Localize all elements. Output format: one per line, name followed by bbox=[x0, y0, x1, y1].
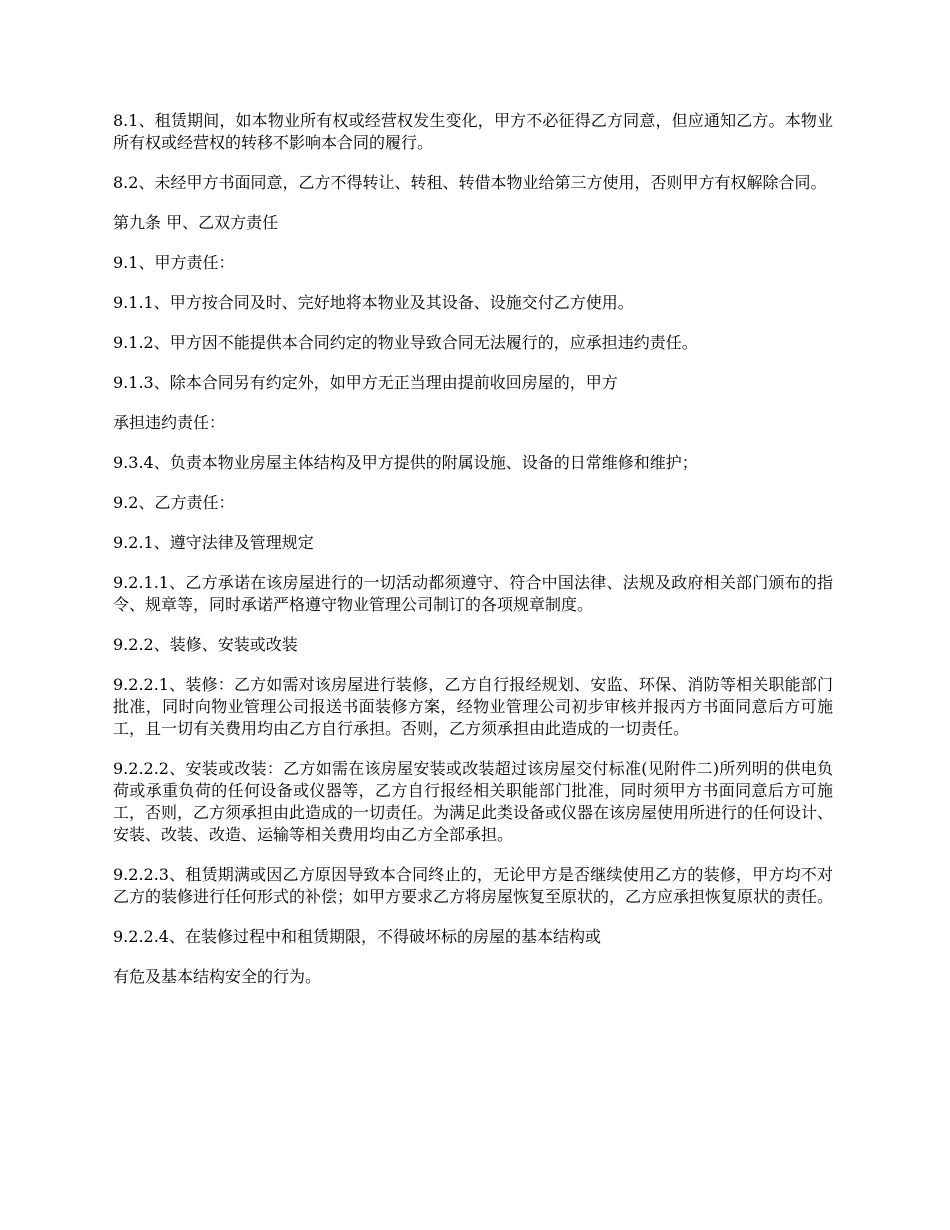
clause-8-1: 8.1、租赁期间，如本物业所有权或经营权发生变化，甲方不必征得乙方同意，但应通知乙方。本物业所有权或经营权的转移不影响本合同的履行。 bbox=[113, 111, 833, 152]
article-9-heading: 第九条 甲、乙双方责任 bbox=[113, 213, 279, 232]
clause-9-2: 9.2、乙方责任： bbox=[113, 493, 235, 512]
clause-9-3-4: 9.3.4、负责本物业房屋主体结构及甲方提供的附属设施、设备的日常维修和维护； bbox=[113, 453, 698, 472]
clause-9-2-2-1: 9.2.2.1、装修：乙方如需对该房屋进行装修，乙方自行报经规划、安监、环保、消防等相关职能部门批准，同时向物业管理公司报送书面装修方案，经物业管理公司初步审核并报丙方书面同意后方可施工，且一切有关费用均由乙方自行承担。否则，乙方须承担由此造成的一切责任。 bbox=[113, 675, 833, 738]
clause-9-2-1: 9.2.1、遵守法律及管理规定 bbox=[113, 533, 314, 552]
clause-9-2-2-2: 9.2.2.2、安装或改装：乙方如需在该房屋安装或改装超过该房屋交付标准(见附件二)所列明的供电负荷或承重负荷的任何设备或仪器等，乙方自行报经相关职能部门批准，同时须甲方书面同意后方可施工，否则，乙方须承担由此造成的一切责任。为满足此类设备或仪器在该房屋使用所进行的任何设计、安装、改装、改造、运输等相关费用均由乙方全部承担。 bbox=[113, 759, 834, 844]
clause-9-1: 9.1、甲方责任： bbox=[113, 253, 235, 272]
clause-9-2-2-4: 9.2.2.4、在装修过程中和租赁期限，不得破坏标的房屋的基本结构或 bbox=[113, 927, 601, 946]
clause-9-1-3-continued: 承担违约责任： bbox=[113, 413, 226, 432]
clause-9-1-3: 9.1.3、除本合同另有约定外，如甲方无正当理由提前收回房屋的，甲方 bbox=[113, 373, 618, 392]
clause-9-2-2-3: 9.2.2.3、租赁期满或因乙方原因导致本合同终止的，无论甲方是否继续使用乙方的装修，甲方均不对乙方的装修进行任何形式的补偿；如甲方要求乙方将房屋恢复至原状的，乙方应承担恢复原状的责任。 bbox=[113, 865, 834, 906]
clause-9-2-2: 9.2.2、装修、安装或改装 bbox=[113, 635, 298, 654]
clause-9-2-2-4-continued: 有危及基本结构安全的行为。 bbox=[113, 967, 322, 986]
clause-8-2: 8.2、未经甲方书面同意，乙方不得转让、转租、转借本物业给第三方使用，否则甲方有权解除合同。 bbox=[113, 173, 827, 192]
clause-9-2-1-1: 9.2.1.1、乙方承诺在该房屋进行的一切活动都须遵守、符合中国法律、法规及政府相关部门颁布的指令、规章等，同时承诺严格遵守物业管理公司制订的各项规章制度。 bbox=[113, 573, 833, 614]
clause-9-1-2: 9.1.2、甲方因不能提供本合同约定的物业导致合同无法履行的，应承担违约责任。 bbox=[113, 333, 698, 352]
clause-9-1-1: 9.1.1、甲方按合同及时、完好地将本物业及其设备、设施交付乙方使用。 bbox=[113, 293, 634, 312]
document-page bbox=[113, 110, 833, 1006]
